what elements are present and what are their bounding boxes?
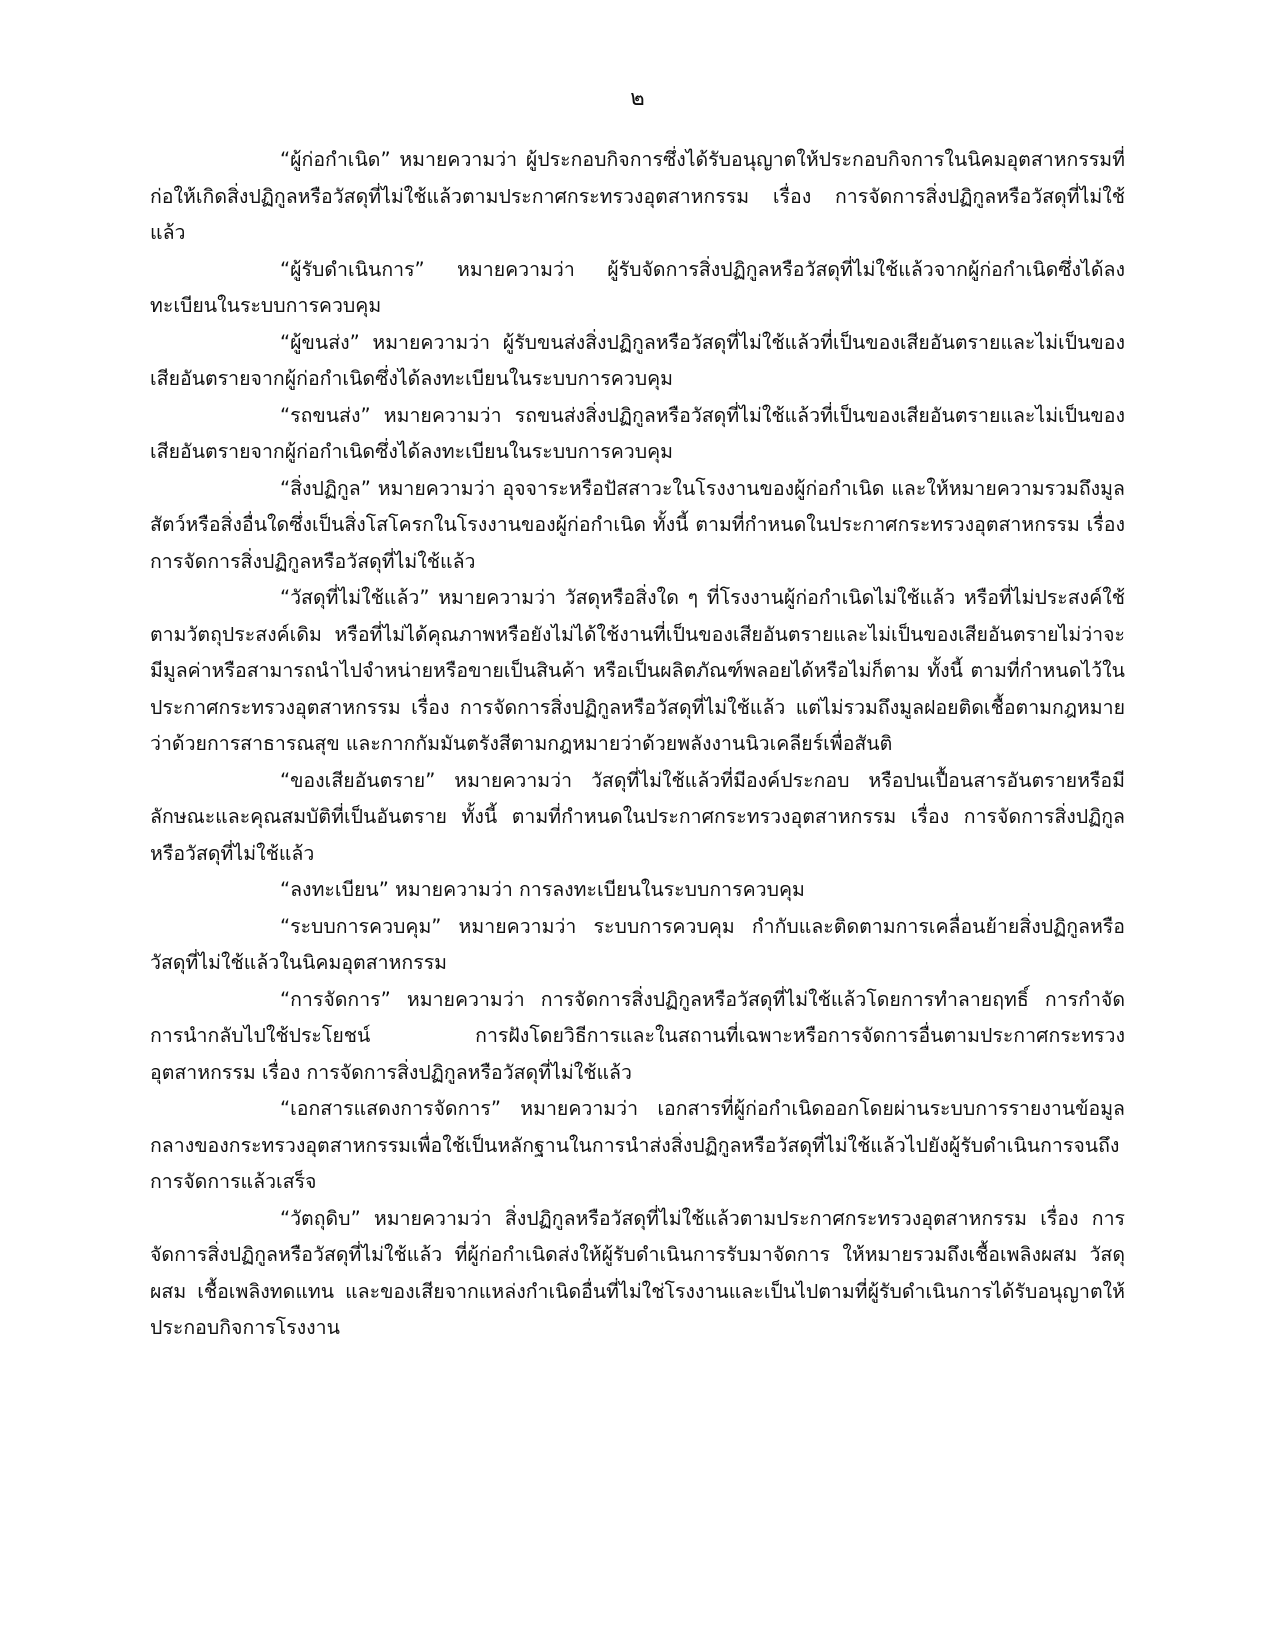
definition-registration: “ลงทะเบียน” หมายความว่า การลงทะเบียนในระบบการควบคุม	[280, 878, 805, 901]
definition-transport-vehicle: “รถขนส่ง” หมายความว่า รถขนส่งสิ่งปฏิกูลหรือวัสดุที่ไม่ใช้แล้วที่เป็นของเสียอันตรายและไม่เป็นของเสียอันตรายจากผู้ก่อกำเนิดซึ่งได้ลงทะเบียนในระบบการควบคุม	[150, 403, 1125, 463]
definition-unused-material: “วัสดุที่ไม่ใช้แล้ว” หมายความว่า วัสดุหรือสิ่งใด ๆ ที่โรงงานผู้ก่อกำเนิดไม่ใช้แล้ว หรือที่ไม่ประสงค์ใช้ตามวัตถุประสงค์เดิม หรือที่ไม่ได้คุณภาพหรือยังไม่ได้ใช้งานที่เป็นของเสียอันตรายและไม่เป็นของเสียอันตรายไม่ว่าจะมีมูลค่าหรือสามารถนำไปจำหน่ายหรือขายเป็นสินค้า หรือเป็นผลิตภัณฑ์พลอยได้หรือไม่ก็ตาม ทั้งนี้ ตามที่กำหนดไว้ในประกาศกระทรวงอุตสาหกรรม เรื่อง การจัดการสิ่งปฏิกูลหรือวัสดุที่ไม่ใช้แล้ว แต่ไม่รวมถึงมูลฝอยติดเชื้อตามกฎหมายว่าด้วยการสาธารณสุข และกากกัมมันตรังสีตามกฎหมายว่าด้วยพลังงานนิวเคลียร์เพื่อสันติ	[150, 586, 1125, 755]
definition-sewage: “สิ่งปฏิกูล” หมายความว่า อุจจาระหรือปัสสาวะในโรงงานของผู้ก่อกำเนิด และให้หมายความรวมถึงมูลสัตว์หรือสิ่งอื่นใดซึ่งเป็นสิ่งโสโครกในโรงงานของผู้ก่อกำเนิด ทั้งนี้ ตามที่กำหนดในประกาศกระทรวงอุตสาหกรรม เรื่อง การจัดการสิ่งปฏิกูลหรือวัสดุที่ไม่ใช้แล้ว	[150, 476, 1125, 573]
definition-control-system: “ระบบการควบคุม” หมายความว่า ระบบการควบคุม กำกับและติดตามการเคลื่อนย้ายสิ่งปฏิกูลหรือวัสดุที่ไม่ใช้แล้วในนิคมอุตสาหกรรม	[150, 914, 1125, 974]
definition-transporter: “ผู้ขนส่ง” หมายความว่า ผู้รับขนส่งสิ่งปฏิกูลหรือวัสดุที่ไม่ใช้แล้วที่เป็นของเสียอันตรายและไม่เป็นของเสียอันตรายจากผู้ก่อกำเนิดซึ่งได้ลงทะเบียนในระบบการควบคุม	[150, 330, 1125, 390]
definition-manifest-document: “เอกสารแสดงการจัดการ” หมายความว่า เอกสารที่ผู้ก่อกำเนิดออกโดยผ่านระบบการรายงานข้อมูลกลางของกระทรวงอุตสาหกรรมเพื่อใช้เป็นหลักฐานในการนำส่งสิ่งปฏิกูลหรือวัสดุที่ไม่ใช้แล้วไปยังผู้รับดำเนินการจนถึงการจัดการแล้วเสร็จ	[150, 1097, 1125, 1193]
page-number: ๒	[630, 86, 645, 111]
definition-management: “การจัดการ” หมายความว่า การจัดการสิ่งปฏิกูลหรือวัสดุที่ไม่ใช้แล้วโดยการทำลายฤทธิ์ การกำจัด การนำกลับไปใช้ประโยชน์ การฝังโดยวิธีการและในสถานที่เฉพาะหรือการจัดการอื่นตามประกาศกระทรวงอุตสาหกรรม เรื่อง การจัดการสิ่งปฏิกูลหรือวัสดุที่ไม่ใช้แล้ว	[150, 987, 1125, 1084]
definition-hazardous-waste: “ของเสียอันตราย” หมายความว่า วัสดุที่ไม่ใช้แล้วที่มีองค์ประกอบ หรือปนเปื้อนสารอันตรายหรือมีลักษณะและคุณสมบัติที่เป็นอันตราย ทั้งนี้ ตามที่กำหนดในประกาศกระทรวงอุตสาหกรรม เรื่อง การจัดการสิ่งปฏิกูลหรือวัสดุที่ไม่ใช้แล้ว	[150, 768, 1125, 865]
definition-originator: “ผู้ก่อกำเนิด” หมายความว่า ผู้ประกอบกิจการซึ่งได้รับอนุญาตให้ประกอบกิจการในนิคมอุตสาหกรรมที่ก่อให้เกิดสิ่งปฏิกูลหรือวัสดุที่ไม่ใช้แล้วตามประกาศกระทรวงอุตสาหกรรม เรื่อง การจัดการสิ่งปฏิกูลหรือวัสดุที่ไม่ใช้แล้ว	[150, 148, 1125, 244]
definition-operator: “ผู้รับดำเนินการ” หมายความว่า ผู้รับจัดการสิ่งปฏิกูลหรือวัสดุที่ไม่ใช้แล้วจากผู้ก่อกำเนิดซึ่งได้ลงทะเบียนในระบบการควบคุม	[150, 257, 1125, 317]
definition-raw-material: “วัตถุดิบ” หมายความว่า สิ่งปฏิกูลหรือวัสดุที่ไม่ใช้แล้วตามประกาศกระทรวงอุตสาหกรรม เรื่อง การจัดการสิ่งปฏิกูลหรือวัสดุที่ไม่ใช้แล้ว ที่ผู้ก่อกำเนิดส่งให้ผู้รับดำเนินการรับมาจัดการ ให้หมายรวมถึงเชื้อเพลิงผสม วัสดุผสม เชื้อเพลิงทดแทน และของเสียจากแหล่งกำเนิดอื่นที่ไม่ใช่โรงงานและเป็นไปตามที่ผู้รับดำเนินการได้รับอนุญาตให้ประกอบกิจการโรงงาน	[150, 1206, 1125, 1339]
definitions-section	[150, 142, 1125, 1347]
